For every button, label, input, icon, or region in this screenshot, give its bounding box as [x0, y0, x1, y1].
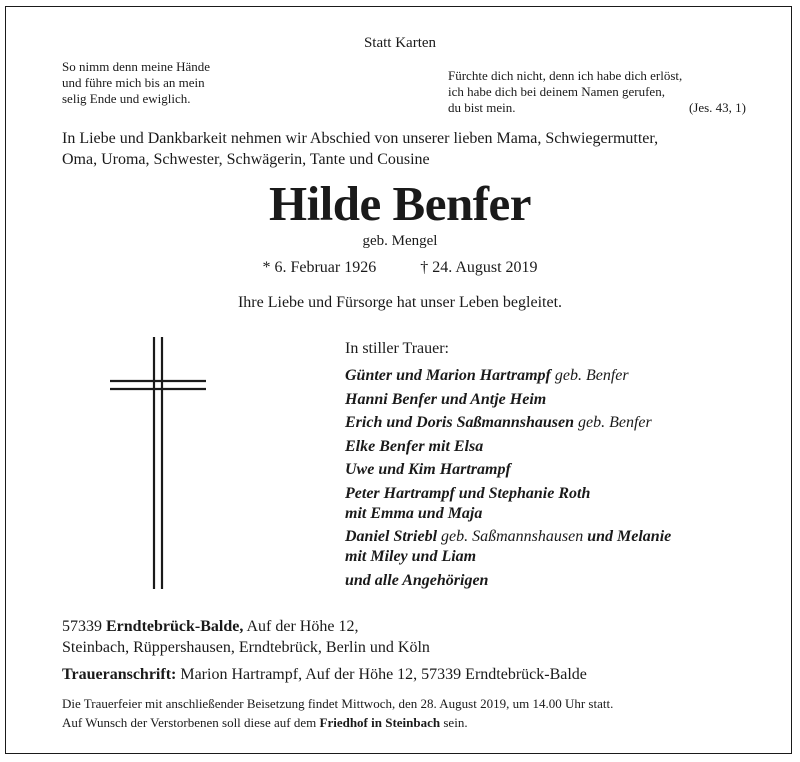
verse-left-line: und führe mich bis an mein: [62, 75, 205, 90]
mourner-entry: Elke Benfer mit Elsa: [345, 437, 484, 455]
verse-left: [62, 59, 210, 107]
verse-right-line: ich habe dich bei deinem Namen gerufen,: [448, 84, 665, 99]
mourners-list: [345, 366, 671, 594]
address-places: Steinbach, Rüppershausen, Erndtebrück, Berlin und Köln: [62, 639, 430, 656]
verse-right: [448, 68, 748, 116]
condolence-address: [62, 666, 587, 684]
mourner-entry: Erich und Doris Saßmannshausen geb. Benfer: [345, 414, 652, 431]
funeral-notice: [62, 694, 613, 732]
birth-date: * 6. Februar 1926: [262, 259, 377, 276]
header-statt-karten: Statt Karten: [363, 35, 437, 51]
deceased-name: Hilde Benfer: [268, 176, 532, 231]
verse-reference: (Jes. 43, 1): [688, 100, 746, 115]
mourner-entry: Daniel Striebl geb. Saßmannshausen und Melanie mit Miley und Liam: [345, 528, 672, 565]
verse-left-line: So nimm denn meine Hände: [62, 59, 211, 74]
mourner-entry: Uwe und Kim Hartrampf: [345, 461, 511, 478]
verse-right-line: du bist mein.: [448, 100, 516, 115]
address-line: 57339 Erndtebrück-Balde, Auf der Höhe 12,: [62, 618, 359, 635]
family-address: [62, 616, 430, 658]
intro-line: In Liebe und Dankbarkeit nehmen wir Abschied von unserer lieben Mama, Schwiegermutter,: [62, 130, 659, 147]
intro-line: Oma, Uroma, Schwester, Schwägerin, Tante und Cousine: [62, 151, 430, 168]
mourner-entry: Hanni Benfer und Antje Heim: [345, 390, 547, 408]
mourner-entry: und alle Angehörigen: [345, 571, 489, 589]
verse-right-line: Fürchte dich nicht, denn ich habe dich erlöst,: [448, 68, 683, 83]
verse-right-last-row: [448, 100, 746, 116]
life-dates: [0, 259, 800, 277]
death-date: † 24. August 2019: [420, 259, 538, 276]
maiden-name: geb. Mengel: [362, 233, 438, 249]
condolence-label: Traueranschrift:: [62, 666, 177, 683]
notice-line: Auf Wunsch der Verstorbenen soll diese auf dem Friedhof in Steinbach sein.: [62, 715, 468, 730]
mourner-entry: Günter und Marion Hartrampf geb. Benfer: [345, 367, 629, 384]
tribute-line: Ihre Liebe und Fürsorge hat unser Leben begleitet.: [237, 294, 563, 311]
condolence-text: Marion Hartrampf, Auf der Höhe 12, 57339 Erndtebrück-Balde: [180, 666, 587, 683]
verse-left-line: selig Ende und ewiglich.: [62, 91, 191, 106]
cross-icon: [110, 337, 206, 589]
mourner-entry: Peter Hartrampf und Stephanie Roth mit Emma und Maja: [345, 484, 591, 522]
notice-line: Die Trauerfeier mit anschließender Beisetzung findet Mittwoch, den 28. August 2019, um 14.00 Uhr statt.: [62, 696, 614, 711]
intro-text: [62, 128, 658, 170]
mourning-title: In stiller Trauer:: [345, 340, 449, 357]
